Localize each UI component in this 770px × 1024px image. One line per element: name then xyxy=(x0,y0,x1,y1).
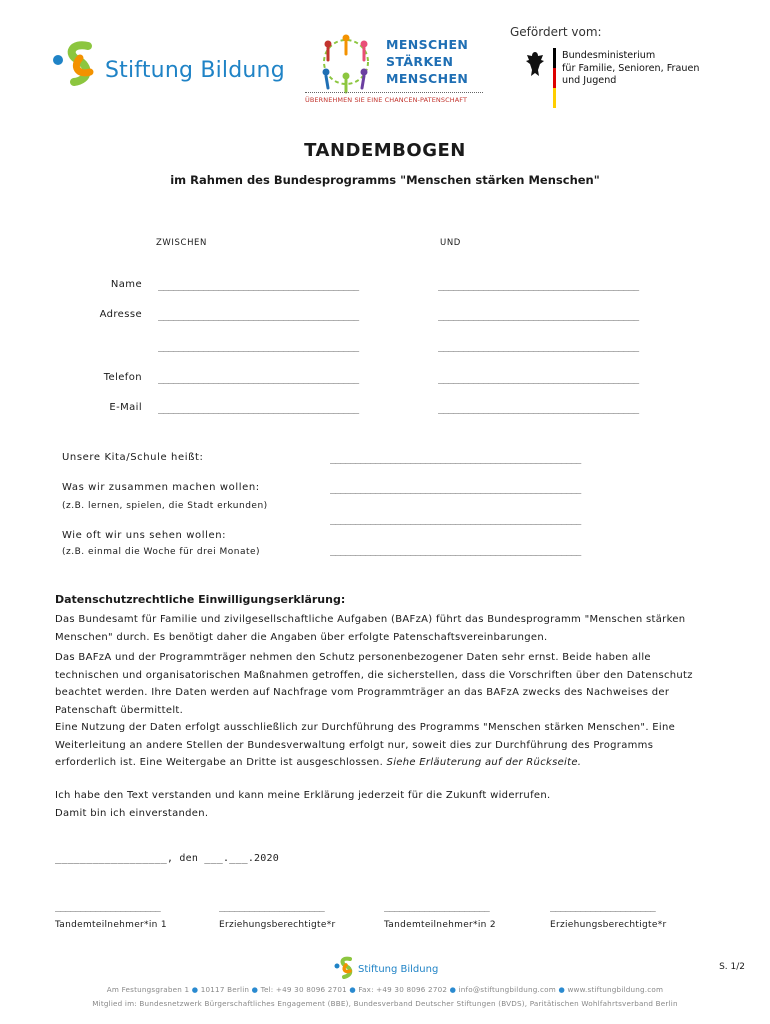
federal-eagle-icon xyxy=(524,50,546,78)
ministry-line-3: und Jugend xyxy=(562,75,617,86)
footer-membership: Mitglied im: Bundesnetzwerk Bürgerschaftliches Engagement (BBE), Bundesverband Deutscher Stiftungen (BVDS), Paritätischen Wohlfahrtsverband Berlin xyxy=(92,999,678,1008)
signature-label-participant-2: Tandemteilnehmer*in 2 xyxy=(384,920,496,930)
privacy-paragraph-3-text: Eine Nutzung der Daten erfolgt ausschließlich zur Durchführung des Programms "Menschen stärken Menschen". Eine Weiterleitung an andere Stellen der Bundesverwaltung erfolgt nur, soweit dies zur Durchführung des Programms erforderlich ist. Eine Weitergabe an Dritte ist ausgeschlossen. xyxy=(55,722,676,768)
question-activities-label: Was wir zusammen machen wollen: xyxy=(62,482,260,493)
privacy-paragraph-3 xyxy=(55,719,705,772)
privacy-consent-line-2: Damit bin ich einverstanden. xyxy=(55,807,209,819)
footer-logo xyxy=(334,956,444,980)
address-field-1-line-2[interactable]: ________________________________________ xyxy=(158,343,359,353)
footer-separator-icon: ● xyxy=(349,985,359,994)
school-field[interactable]: __________________________________________________ xyxy=(330,455,581,465)
address-field-2-line-2[interactable]: ________________________________________ xyxy=(438,343,639,353)
row-label-email: E-Mail xyxy=(109,402,142,413)
footer-logo-mark xyxy=(334,956,356,980)
footer-city: 10117 Berlin xyxy=(200,985,250,994)
frequency-field-line-1[interactable]: __________________________________________________ xyxy=(330,516,581,526)
address-field-2-line-1[interactable]: ________________________________________ xyxy=(438,312,639,322)
footer-contact xyxy=(0,985,770,994)
phone-field-1[interactable]: ________________________________________ xyxy=(158,375,359,385)
page-number: S. 1/2 xyxy=(719,962,745,972)
column-header-and: UND xyxy=(440,238,461,248)
phone-field-2[interactable]: ________________________________________ xyxy=(438,375,639,385)
column-header-between: ZWISCHEN xyxy=(156,238,207,248)
german-flag-bar xyxy=(553,48,556,108)
stiftung-bildung-logo-text: Stiftung Bildung xyxy=(105,58,285,83)
signature-label-guardian-2: Erziehungsberechtigte*r xyxy=(550,920,667,930)
footer-logo-text: Stiftung Bildung xyxy=(358,964,439,975)
frequency-hint: (z.B. einmal die Woche für drei Monate) xyxy=(62,547,261,557)
question-frequency-label: Wie oft wir uns sehen wollen: xyxy=(62,530,227,541)
ministry-name xyxy=(562,50,699,88)
signature-line-guardian-2[interactable]: _____________________ xyxy=(550,903,656,913)
row-label-address: Adresse xyxy=(99,309,142,320)
name-field-2[interactable]: ________________________________________ xyxy=(438,282,639,292)
footer-separator-icon: ● xyxy=(558,985,568,994)
name-field-1[interactable]: ________________________________________ xyxy=(158,282,359,292)
msm-logo-line-3: MENSCHEN xyxy=(386,71,469,86)
msm-logo-tagline: ÜBERNEHMEN SIE EINE CHANCEN-PATENSCHAFT xyxy=(305,96,468,104)
footer-tel: Tel: +49 30 8096 2701 xyxy=(260,985,347,994)
footer-fax: Fax: +49 30 8096 2702 xyxy=(358,985,448,994)
msm-logo-divider xyxy=(305,92,483,93)
privacy-heading: Datenschutzrechtliche Einwilligungserklärung: xyxy=(55,593,346,606)
email-field-2[interactable]: ________________________________________ xyxy=(438,405,639,415)
row-label-phone: Telefon xyxy=(103,372,142,383)
msm-logo-text xyxy=(386,36,468,87)
email-field-1[interactable]: ________________________________________ xyxy=(158,405,359,415)
msm-logo-line-2: STÄRKEN xyxy=(386,54,454,69)
footer-website-link[interactable]: www.stiftungbildung.com xyxy=(567,985,664,994)
privacy-consent-line-1: Ich habe den Text verstanden und kann meine Erklärung jederzeit für die Zukunft widerrufen. xyxy=(55,790,551,801)
ministry-line-1: Bundesministerium xyxy=(562,50,656,61)
row-label-name: Name xyxy=(110,279,142,290)
privacy-consent xyxy=(55,787,705,822)
address-field-1-line-1[interactable]: ________________________________________ xyxy=(158,312,359,322)
signature-line-participant-2[interactable]: _____________________ xyxy=(384,903,490,913)
activities-field[interactable]: __________________________________________________ xyxy=(330,485,581,495)
question-school-label: Unsere Kita/Schule heißt: xyxy=(62,452,204,463)
signature-line-guardian-1[interactable]: _____________________ xyxy=(219,903,325,913)
footer-address: Am Festungsgraben 1 xyxy=(106,985,190,994)
footer-email-link[interactable]: info@stiftungbildung.com xyxy=(458,985,556,994)
place-date-field[interactable]: __________________, den ___.___.2020 xyxy=(55,853,279,864)
footer-separator-icon: ● xyxy=(191,985,201,994)
privacy-paragraph-2: Das BAFzA und der Programmträger nehmen den Schutz personenbezogener Daten sehr ernst. Beide haben alle technischen und organisatorischen Maßnahmen getroffen, die sicherstellen, dass die Vorschriften über den Datenschutz beachtet werden. Ihre Daten werden auf Nachfrage vom Programmträger an das BAFzA zwecks des Nachweises der Patenschaft übermittelt. xyxy=(55,652,693,716)
footer-separator-icon: ● xyxy=(449,985,459,994)
funded-by-label: Gefördert vom: xyxy=(510,25,602,39)
msm-logo-line-1: MENSCHEN xyxy=(386,37,469,52)
activities-hint: (z.B. lernen, spielen, die Stadt erkunden) xyxy=(62,501,268,511)
frequency-field-line-2[interactable]: __________________________________________________ xyxy=(330,547,581,557)
page-title: TANDEMBOGEN xyxy=(304,140,466,161)
page-subtitle: im Rahmen des Bundesprogramms "Menschen stärken Menschen" xyxy=(170,173,600,187)
privacy-paragraph-1: Das Bundesamt für Familie und zivilgesellschaftliche Aufgaben (BAFzA) führt das Bundesprogramm "Menschen stärken Menschen" durch. Es benötigt daher die Angaben über erfolgte Patenschaftsvereinbarungen. xyxy=(55,614,686,643)
privacy-reference-note: Siehe Erläuterung auf der Rückseite. xyxy=(386,757,582,768)
signature-line-participant-1[interactable]: _____________________ xyxy=(55,903,161,913)
footer-separator-icon: ● xyxy=(251,985,261,994)
signature-label-guardian-1: Erziehungsberechtigte*r xyxy=(219,920,336,930)
ministry-line-2: für Familie, Senioren, Frauen xyxy=(562,62,700,74)
signature-label-participant-1: Tandemteilnehmer*in 1 xyxy=(55,920,167,930)
